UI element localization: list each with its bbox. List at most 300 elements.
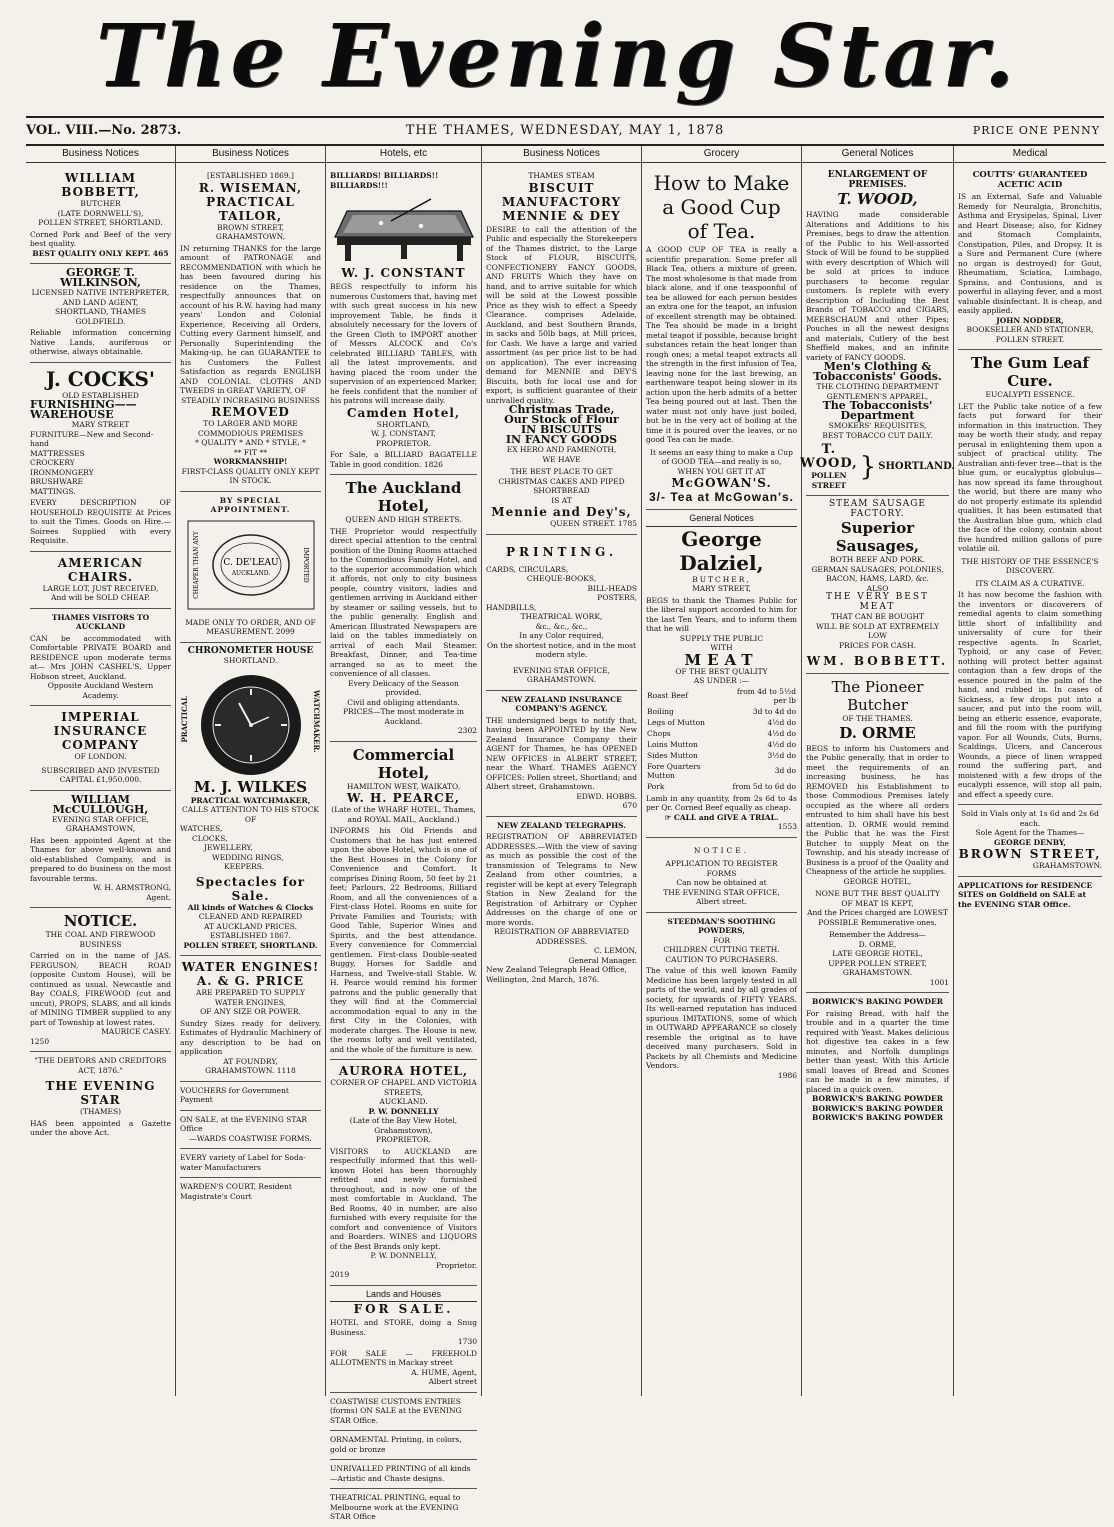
ad-line: CHEQUE-BOOKS, <box>526 574 597 583</box>
ad-nz-telegraphs <box>486 817 637 990</box>
ad-dalziel <box>646 510 797 838</box>
ad-price-engines <box>180 956 321 1082</box>
ad-thames-visitors <box>30 609 171 707</box>
ad-line: THAT CAN BE BOUGHT <box>830 612 925 621</box>
ad-line: Civil and obliging attendants. <box>347 697 460 707</box>
ad-line: Proprietor. <box>435 1260 477 1270</box>
ad-billiards <box>330 167 477 475</box>
ad-body: Reliable information concerning Native Lands, auriferous or otherwise, always obtainable. <box>30 328 171 356</box>
ad-line: HANDBILLS, <box>486 602 537 612</box>
ad-wardens-court <box>180 1178 321 1206</box>
side-label-right: WATCHMAKER. <box>312 689 321 753</box>
ad-denby <box>958 805 1102 877</box>
ad-line: ENLARGEMENT OF PREMISES. <box>827 170 928 190</box>
ad-gum-leaf-cure <box>958 350 1102 805</box>
ad-line: C. LEMON, <box>594 946 637 955</box>
ad-line: The Tobacconists' Department <box>822 399 933 422</box>
ad-title: BORWICK'S BAKING POWDER <box>812 997 943 1006</box>
ad-american-chairs <box>30 552 171 609</box>
ad-line: AT FOUNDRY, <box>223 1056 278 1066</box>
ad-line: MENNIE & DEY <box>502 208 621 223</box>
ad-line: MATTINGS. <box>30 486 76 496</box>
ad-line: GENTLEMEN'S APPAREL, <box>826 391 929 401</box>
ad-line: ESTABLISHED 1867. <box>209 931 292 940</box>
ad-body: For raising Bread, with half the trouble and in a quarter the time required with Yeast. Makes delicious hot digestive tea cakes in a few minutes, and Norfolk dumplings better than yeast. With this Article small loaves of Bread and Scones can be made in a few minutes, if placed in a quick oven. <box>806 1008 949 1094</box>
ad-body: IS an External, Safe and Valuable Remedy for Neuralgia, Bronchitis, Asthma and Erysipelas, Spinal, Liver and Heart Disease; also, for Kidney and Stomach Complaints, Constipation, Piles, and Dropsy. It is a Sure and Permanent Cure (where no organ is destroyed) for Gout, Rheumatism, Sciatica, Lumbago, Sprains, and Contusions, and is powerful in allaying fever, and a most valuable disinfectant. It is cheap, and easily applied. <box>958 192 1102 315</box>
ad-line: &c., &c., &c., <box>535 621 588 631</box>
ad-line: CAPITAL £1,950,000. <box>59 775 142 784</box>
ad-line: Camden Hotel, <box>346 405 461 420</box>
ad-body: LET the Public take notice of a few facts put forward for their information in this instruction. They may be worth their study, and repay perusal in enlightening them upon a subject of practical utility. The Australian anti-fever tree—that is the blue gum, or eucalyptus globulus—has now spread its fame throughout the world, but there are many who do not properly estimate its splendid qualities. It has been estimated that the Australian blue gum, which clad the face of the colony, contain about five hundred million gallons of pure volatile oil. <box>958 401 1102 553</box>
ad-line: Sold in Vials only at 1s 6d and 2s 6d each. <box>961 809 1099 828</box>
ad-body: BEGS to inform his Customers and the Public generally, that in order to meet the requirements of an increasing business, he has REMOVED his Establishment to those Commodious Premises lately occupied as the where all orders entrusted to him shall have his best attention. D. ORME would remind the Public that he was the First Butcher to supply Meat on the Township, and his steady increase of Business is a proof of the Quality and Cheapness of the article he supplies. <box>806 743 949 876</box>
ad-line: W. H. ARMSTRONG, <box>93 883 171 892</box>
ad-title: NOTICE. <box>63 912 138 930</box>
side-label-left: PRACTICAL <box>180 695 189 742</box>
column-3 <box>326 146 482 1521</box>
ad-line: FIRST-CLASS QUALITY ONLY KEPT IN STOCK. <box>181 466 320 485</box>
ad-body: IN returning THANKS for the large amount of PATRONAGE and RECOMMENDATION with which he has been favoured during his residence on the Thames, respectfully announces that on account of his R.W. having had many years' London and Colonial Experience, Receiving all Orders, Cutting every Garment himself, and Personally Superintending the Making-up, he can GUARANTEE to his Customers the Fullest Satisfaction as regards ENGLISH AND COLONIAL CLOTHS AND TWEEDS in GREAT VARIETY, OF <box>180 243 321 395</box>
ad-line: BACON, HAMS, LARD, &c. <box>826 574 929 583</box>
ad-line: POSSIBLE Remunerative ones. <box>818 917 937 927</box>
ad-debtors-act <box>30 1052 171 1143</box>
ad-body: HAVING made considerable Alterations and Additions to his Premises, begs to draw the attention of the Public to his Well-assorted Stock of Will be found to be supplied with every description of Which will be sold at prices to induce purchasers to become regular customers. Is replete with every description of Including the Best Brands of TOBACCO and CIGARS, MEERSCHAUM and other Pipes; Pouches in all the newest designs and materials, Cutlery of the best Sheffield makes, and an infinite variety of FANCY GOODS. <box>806 210 949 362</box>
meat-price: from 5d to 6d do <box>732 781 796 791</box>
ad-line: FOR <box>713 935 730 945</box>
ad-line: MADE ONLY TO ORDER, AND OF MEASUREMENT. 2099 <box>185 617 316 636</box>
ad-line: IS AT <box>551 495 572 505</box>
ad-line: EDWD. HOBBS. <box>576 791 637 801</box>
ad-line: AUCKLAND. <box>379 1097 428 1106</box>
ad-line: W. J. CONSTANT, <box>371 429 436 438</box>
ad-line: OF ANY SIZE OR POWER. <box>200 1007 301 1016</box>
ad-body: It has now become the fashion with the inventors or discoverers of remedial agents to claim something little short of infallibility and universality of cure for their respective agents. In Scarlet, Typhoid, or any case of Fever, nothing will protect better against contagion than a few drops of the essence poured in the palm of the hand, and rubbed in. In cases of Sickness, a few drops put into a saucer, and put into the room will, being an etheric essence, evaporate, and fill the room with the purifying vapor. For all Wounds, Cuts, Burns, Scaldings, Ulcers, and Cancerous Wounds, a piece of linen wrapped round the suffering part, and moistened with a few drops of the eucalypti essence, will stop all pain, and effect a speedy cure. <box>958 590 1102 799</box>
ad-line: McGOWAN'S. <box>671 476 772 490</box>
ad-line: BUTCHER, <box>692 574 751 584</box>
ad-line: QUEEN AND HIGH STREETS. <box>345 515 462 524</box>
ad-line: SHORTLAND, THAMES GOLDFIELD. <box>54 307 147 326</box>
ad-line: MAURICE CASEY. <box>101 1027 171 1036</box>
ad-title: NEW ZEALAND INSURANCE COMPANY'S AGENCY. <box>501 694 622 713</box>
column-5 <box>642 146 802 1396</box>
ad-line: PRACTICAL WATCHMAKER, <box>190 795 311 805</box>
column-heading: General Notices <box>802 146 953 163</box>
ad-line: THE HISTORY OF THE ESSENCE'S DISCOVERY. <box>961 556 1099 575</box>
ad-line: BRUSHWARE <box>30 477 84 486</box>
ad-line: Christmas Trade, <box>508 403 615 416</box>
ad-line: POLLEN STREET <box>811 471 847 490</box>
ad-line: GRAHAMSTOWN. <box>842 968 913 977</box>
ad-line: 2302 <box>457 726 477 735</box>
ad-body: CAN be accommodated with Comfortable PRIVATE BOARD and RESIDENCE upon moderate terms at— Mrs JOHN CASHEL'S, Upper Hobson street, Auckland. <box>30 633 171 681</box>
ad-line: (THAMES) <box>79 1107 122 1116</box>
call-line <box>646 813 797 823</box>
meat-row <box>646 781 797 792</box>
ad-deleau <box>180 492 321 643</box>
ad-line: WITH <box>710 643 733 652</box>
ad-line: WEDDING RINGS, <box>212 852 284 862</box>
ad-aurora-hotel <box>330 1060 477 1286</box>
ad-line: EX HERO AND FAMENOTH, <box>506 445 617 454</box>
ad-line: FURNISHING——WAREHOUSE <box>30 398 137 421</box>
ad-line: OF LONDON. <box>74 752 127 761</box>
stamp-place: AUCKLAND. <box>231 569 270 577</box>
meat-row <box>646 686 797 706</box>
ad-steedman <box>646 913 797 1086</box>
ad-line: D. ORME, <box>858 939 897 949</box>
ad-line: 1553 <box>777 822 797 831</box>
ad-line: UNRIVALLED PRINTING of all kinds —Artistic and Chaste designs. <box>330 1464 471 1483</box>
ad-line: GEORGE HOTEL, <box>843 876 912 886</box>
ad-line: WATCHES, <box>180 824 223 833</box>
ad-line: VOUCHERS for Government Payment <box>180 1085 289 1104</box>
ad-body: THE undersigned begs to notify that, having been APPOINTED by the New Zealand Insurance Company their AGENT for Thames, he has OPENED NEW OFFICES in ALBERT STREET, near the Wharf. THAMES AGENCY OFFICES: Pollen street, Shortland; and Albert street, Grahamstown. <box>486 715 637 791</box>
ad-line: THAMES STEAM <box>528 171 595 180</box>
ad-line: Can now be obtained at <box>676 878 767 887</box>
ad-line: THE COAL AND FIREWOOD BUSINESS <box>45 930 156 949</box>
stamp-side-left: CHEAPER THAN ANY <box>192 530 200 599</box>
ad-line: ITS CLAIM AS A CURATIVE. <box>975 578 1085 588</box>
ad-body: EVERY DESCRIPTION OF HOUSEHOLD REQUISITE At Prices to suit the Times. Goods on Hire.—Soirees Supplied with every Requisite. <box>30 498 171 545</box>
ad-line: IN FANCY GOODS <box>505 433 618 446</box>
ad-borwick <box>806 993 949 1128</box>
ad-line: 1001 <box>929 977 949 987</box>
ad-line: CLEANED AND REPAIRED <box>198 912 303 921</box>
ad-title: GEORGE DENBY, <box>994 837 1066 847</box>
billiard-table-illustration <box>331 193 477 263</box>
ad-mccullough <box>30 791 171 909</box>
ad-line: [ESTABLISHED 1869.] <box>207 171 294 180</box>
meat-price-table <box>646 686 797 792</box>
ad-line: REGISTRATION OF ABBREVIATED ADDRESSES. <box>493 927 630 946</box>
ad-line: CORNER OF CHAPEL AND VICTORIA STREETS, <box>330 1078 477 1097</box>
ad-imperial-insurance <box>30 706 171 791</box>
meat-cut: Chops <box>647 728 671 738</box>
meat-row <box>646 706 797 717</box>
ad-line: THE BEST PLACE TO GET CHRISTMAS CAKES AND PIPED SHORTBREAD <box>498 467 625 495</box>
ad-line: ON SALE, at the EVENING STAR Office <box>180 1114 308 1133</box>
ad-coastwise-forms <box>180 1111 321 1150</box>
ad-line: APPLICATIONS for RESIDENCE SITES on Goldfield on SALE at the EVENING STAR Office. <box>958 880 1093 909</box>
columns <box>26 146 1106 1521</box>
ad-line: ARE PREPARED TO SUPPLY <box>196 988 305 997</box>
meat-row <box>646 739 797 750</box>
ad-bobbett <box>30 167 171 264</box>
ad-line: LICENSED NATIVE INTERPRETER, <box>31 288 170 297</box>
ad-title: GEORGE T. WILKINSON, <box>60 266 141 289</box>
ad-body: DESIRE to call the attention of the Public and especially the Storekeepers of the Thames district, to the Large Stock of FLOUR, BISCUITS, CONFECTIONERY FANCY GOODS, AND FRUITS Which they have on hand, and to arrive suitable for which will be sold at the Lowest possible Price as they wish to effect a Speedy Clearance. comprises Adelaide, Auckland, and best Southern Brands, in sacks and 50lb bags, at Mill prices, for Cash. We have a large and varied assortment (as per price list to be had on application). The ever increasing demand for MENNIE and DEY'S Biscuits, both for local use and for export, is sufficient guarantee of their unrivalled quality. <box>486 224 637 405</box>
ad-line: CHILDREN CUTTING TEETH. <box>663 945 780 954</box>
meat-row <box>646 728 797 739</box>
ad-line: EVENING STAR OFFICE, <box>51 814 150 824</box>
ad-line: TO LARGER AND MORE COMMODIOUS PREMISES <box>198 419 303 438</box>
ad-line: BILL-HEADS <box>587 583 637 593</box>
ad-line: T. WOOD, <box>800 442 858 471</box>
ad-line: D. ORME <box>839 723 916 742</box>
ad-line: OF THE THAMES. <box>842 714 913 723</box>
ad-title: PRINTING. <box>505 544 618 559</box>
ad-body: Corned Pork and Beef of the very best quality. <box>30 229 171 248</box>
ad-line: WARDEN'S COURT, Resident Magistrate's Court <box>180 1182 292 1201</box>
stamp-side-right: IMPORTED <box>301 546 309 583</box>
ad-title: STEEDMAN'S SOOTHING POWDERS, <box>667 916 776 935</box>
ad-title: BISCUIT MANUFACTORY <box>501 180 622 209</box>
ad-line: And the Prices charged are LOWEST <box>807 908 948 917</box>
meat-price: 4½d do <box>767 728 796 738</box>
ad-line: PRICES FOR CASH. <box>839 640 916 650</box>
ad-line: P. W. DONNELLY, <box>370 1251 437 1260</box>
ad-line: BOOKSELLER AND STATIONER, <box>966 325 1094 334</box>
ad-body: The value of this well known Family Medicine has been largely tested in all parts of the world, and by all grades of society, for upwards of FIFTY YEARS. Its well-earned reputation has induced spurious IMITATIONS, some of which in OUTWARD APPEARANCE so closely resemble the original as to have deceived many purchasers. Sold in Packets by all Chemists and Medicine Vendors. <box>646 966 797 1070</box>
ad-line: WE HAVE <box>542 454 581 464</box>
ad-line: And will be SOLD CHEAP. <box>51 593 150 602</box>
ad-line: For Sale, a BILLIARD BAGATELLE Table in good condition. 1826 <box>330 450 477 469</box>
ad-line: OLD ESTABLISHED <box>62 390 139 400</box>
meat-cut: Pork <box>647 781 665 791</box>
ad-line: THE EVENING STAR <box>45 1079 156 1107</box>
ad-wilkes <box>180 643 321 957</box>
ad-line: PROPRIETOR. <box>375 438 432 448</box>
ad-line: OF MEAT IS KEPT, <box>841 898 914 908</box>
column-heading: Medical <box>954 146 1106 163</box>
ad-line: BEST QUALITY ONLY KEPT. 465 <box>32 248 169 258</box>
ad-line: All kinds of Watches & Clocks <box>187 902 314 912</box>
ad-title: The Gum Leaf Cure. <box>971 354 1089 390</box>
ad-line: EVERY variety of Label for Soda-water Manufacturers <box>180 1153 306 1172</box>
wood-address-block <box>800 442 955 490</box>
ad-body: REGISTRATION OF ABBREVIATED ADDRESSES.—With the view of saving as much as possible the cost of the transmission of Telegrams to New Zealand from other countries, a register will be kept at every Telegraph Station in New Zealand for the Registration of Arbitrary or Cypher Addresses on the charge of one or more words. <box>486 832 637 927</box>
ad-line: Every Delicacy of the Season provided. <box>348 678 459 697</box>
ad-title: WATER ENGINES! <box>181 960 320 974</box>
masthead <box>0 0 1114 148</box>
ad-line: CLOCKS, <box>192 833 228 843</box>
ad-residence-sites <box>958 877 1102 915</box>
ad-line: INSURANCE COMPANY <box>53 724 148 752</box>
ad-line: POLLEN STREET. <box>995 334 1065 344</box>
ad-line: Spectacles for Sale. <box>195 874 306 903</box>
ad-line: It seems an easy thing to make a Cup of GOOD TEA—and really is so, <box>650 447 793 466</box>
ad-theatrical-printing <box>330 1489 477 1527</box>
ad-line: KEEPERS. <box>224 862 264 871</box>
ad-line: POLLEN STREET, SHORTLAND. <box>38 218 163 227</box>
ad-line: (Late of the Bay View Hotel, Grahamstown), <box>349 1116 458 1135</box>
ad-line: POSTERS, <box>597 593 637 602</box>
meat-price: 4½d do <box>767 717 796 727</box>
place-date: THE THAMES, WEDNESDAY, MAY 1, 1878 <box>405 123 725 138</box>
ad-line: GRAHAMSTOWN, <box>215 232 286 241</box>
meat-price: 4½d do <box>767 739 796 749</box>
ad-line: ORNAMENTAL Printing, in colors, gold or bronze <box>330 1435 462 1454</box>
ad-line: BORWICK'S BAKING POWDER <box>812 1094 943 1103</box>
ad-line: (LATE DORNWELL'S), <box>57 208 144 218</box>
column-heading: Grocery <box>642 146 801 163</box>
ad-line: APPLICATION TO REGISTER <box>665 859 778 868</box>
ad-title: T. WOOD, <box>837 190 918 208</box>
ad-line: THE CLOTHING DEPARTMENT <box>816 382 939 391</box>
ad-title: THAMES VISITORS TO AUCKLAND <box>51 612 150 631</box>
ad-title: STEAM SAUSAGE FACTORY. <box>829 499 926 519</box>
meat-price: 3½d do <box>767 750 796 760</box>
column-6 <box>802 146 954 1396</box>
ad-nz-insurance <box>486 691 637 817</box>
ad-line: JOHN NODDER, <box>996 315 1064 325</box>
ad-line: ** FIT ** <box>234 447 267 457</box>
ad-line: Opposite Auckland Western Academy. <box>47 681 154 700</box>
meat-row <box>646 761 797 781</box>
ad-line: HOTEL and STORE, doing a Snug Business. <box>330 1318 477 1337</box>
ad-wiseman <box>180 167 321 492</box>
ad-title: The Auckland Hotel, <box>345 479 462 515</box>
ad-line: GRAHAMSTOWN. <box>526 675 597 684</box>
ad-labels <box>180 1149 321 1178</box>
ad-line: (Late of the WHARF HOTEL, Thames, and ROYAL MAIL, Auckland.) <box>331 805 476 824</box>
ad-line: SHORTLAND. <box>878 460 955 472</box>
ad-line: FORMS <box>706 868 737 878</box>
ad-title: NOTICE. <box>693 845 750 855</box>
ad-line: GRAHAMSTOWN. 1118 <box>205 1066 296 1075</box>
ad-title: How to Make <box>653 171 790 195</box>
ad-line: STEADILY INCREASING BUSINESS <box>181 395 320 405</box>
ad-vouchers <box>180 1082 321 1111</box>
ad-line: THE VERY BEST MEAT <box>825 592 929 612</box>
column-heading: Business Notices <box>482 146 641 163</box>
ad-line: SHORTLAND, <box>376 419 431 429</box>
ad-line: CALL and GIVE A TRIAL. <box>673 812 779 822</box>
ad-line: BEST TOBACCO CUT DAILY. <box>822 430 933 440</box>
ad-line: WM. BOBBETT. <box>806 654 949 668</box>
ad-line: GRAHAMSTOWN, <box>65 824 136 833</box>
meat-cut: Sides Mutton <box>647 750 698 760</box>
ad-line: CALLS ATTENTION TO HIS STOCK OF <box>181 805 320 824</box>
ad-line: IN BISCUITS <box>520 423 603 436</box>
brace-icon: } <box>859 451 877 482</box>
ad-line: WATER ENGINES, <box>214 997 287 1007</box>
ad-line: 1730 <box>457 1337 477 1346</box>
ad-line: of Tea. <box>687 219 756 243</box>
ad-line: —WARDS COASTWISE FORMS. <box>189 1133 312 1143</box>
ad-title: FOR SALE. <box>353 1302 454 1316</box>
ad-line: UPPER POLLEN STREET, <box>828 958 927 968</box>
ad-unrivalled-printing <box>330 1460 477 1489</box>
ad-body: VISITORS to AUCKLAND are respectfully informed that this well-known Hotel has been thoroughly refitted and newly furnished throughout, and is now one of the most comfortable in Auckland. The Bed Rooms, 40 in number, are also furnished with every requisite for the comfort and convenience of Visitors and Boarders. WINES and LIQUORS of the Best Brands only kept. <box>330 1146 477 1251</box>
ad-line: ALSO <box>866 583 889 593</box>
ad-line: AS UNDER :— <box>693 676 750 685</box>
pointing-hand-icon: ☞ <box>664 812 674 822</box>
ad-line: PRICES—The most moderate in Auckland. <box>342 707 465 726</box>
ad-title: M. J. WILKES <box>193 777 308 796</box>
ad-title: WILLIAM McCULLOUGH, <box>52 792 149 816</box>
column-1 <box>26 146 176 1396</box>
ad-line: BOTH BEEF AND PORK. <box>830 555 925 564</box>
dateline <box>26 116 1104 146</box>
ad-line: W. H. PEARCE, <box>347 791 460 805</box>
column-heading: Business Notices <box>176 146 325 163</box>
meat-price: from 4d to 5½d per lb <box>736 686 796 705</box>
ad-line: SMOKERS' REQUISITES, <box>828 421 927 430</box>
ad-line: MARY STREET <box>71 420 130 429</box>
ad-line: AT AUCKLAND PRICES. <box>204 921 297 931</box>
stamp-name: C. DE'LEAU <box>222 557 279 568</box>
ad-line: FOR SALE — FREEHOLD ALLOTMENTS in Mackay street <box>330 1348 477 1367</box>
ad-line: SHORTLAND. <box>223 656 278 665</box>
section-heading: General Notices <box>646 514 797 527</box>
ad-line: FURNITURE—New and Second-hand <box>30 429 154 448</box>
ad-line: WHEN YOU GET IT AT <box>677 466 766 476</box>
ad-line: Agent. <box>146 892 171 902</box>
ad-title: BY SPECIAL APPOINTMENT. <box>210 495 291 514</box>
ad-title: Commercial Hotel, <box>352 745 455 782</box>
ad-title: NEW ZEALAND TELEGRAPHS. <box>497 820 626 830</box>
ad-body: Has been appointed Agent at the Thames for above well-known and old-established Company, and is prepared to do business on the most favourable terms. <box>30 835 171 883</box>
ad-body: A GOOD CUP OF TEA is really a scientific preparation. Some prefer all Black Tea, others a mixture of green. The most wholesome is that made from black alone, and if one teaspoonful of tea be allowed for each person besides an extra one for the teapot, an infusion of excellent strength may be obtained. The Tea should be made in a bright metal teapot if possible, because bright substances retain the heat longer than rough ones; a metal teapot extracts all the strength in the first infusion of Tea, leaving none for the last brewing, an earthenware teapot being slower in its action upon the herb admits of a better Tea being poured out at last. Then the water must not only have just boiled, but be in the very act of boiling at the time it is poured over the leaves, or no good Tea can be made. <box>646 245 797 444</box>
ad-line: CROCKERY <box>30 458 75 467</box>
ad-line: CAUTION TO PURCHASERS. <box>665 954 778 964</box>
ad-body: Sundry Sizes ready for delivery. Estimates of Hydraulic Machinery of any description to be had on application <box>180 1018 321 1056</box>
ad-line: LARGE LOT, JUST RECEIVED, <box>42 583 159 593</box>
ad-coutts <box>958 167 1102 350</box>
ad-line: IRONMONGERY <box>30 467 94 477</box>
ad-line: NONE BUT THE BEST QUALITY <box>815 889 940 898</box>
ad-line: MEAT <box>684 650 759 669</box>
ad-line: WILL BE SOLD AT EXTREMELY LOW <box>816 621 939 640</box>
ad-line: BORWICK'S BAKING POWDER <box>812 1103 943 1113</box>
ad-line: 2019 <box>330 1270 350 1279</box>
ad-title: AMERICAN CHAIRS. <box>57 555 144 584</box>
ad-line: MARY STREET, <box>692 584 751 593</box>
ad-body: BEGS respectfully to inform his numerous Customers that, having met with such great success in his new improvement Table, he finds it absolutely necessary for the lovers of the Green Cloth to IMPORT another of Messrs ALCOCK and Co's celebrated BILLIARD TABLES, with all the latest improvements, and having placed the room under the supervision of an experienced Marker, he feels confident that the number of his patrons will increase daily. <box>330 282 477 405</box>
ad-line: EUCALYPTI ESSENCE. <box>985 390 1075 399</box>
meat-cut: Fore Quarters Mutton <box>647 761 701 780</box>
newspaper-title: The Evening Star. <box>95 6 1019 107</box>
section-heading: Lands and Houses <box>330 1290 477 1303</box>
ad-line: WORKMANSHIP! <box>213 457 288 466</box>
ad-line: Mennie and Dey's, <box>491 505 632 519</box>
ad-line: a Good Cup <box>662 195 781 219</box>
ad-register-forms <box>646 838 797 913</box>
ad-orme <box>806 674 949 993</box>
ad-line: BORWICK'S BAKING POWDER <box>812 1113 943 1122</box>
ad-line: Superior Sausages, <box>835 519 920 555</box>
ad-title: CHRONOMETER HOUSE <box>187 645 314 656</box>
column-7 <box>954 146 1106 1396</box>
meat-price: 3d to 4d do <box>752 706 796 716</box>
meat-cut: Roast Beef <box>647 691 689 700</box>
ad-line: Albert street <box>428 1377 477 1386</box>
ad-printing <box>486 535 637 691</box>
ad-line: EVENING STAR OFFICE, <box>512 665 611 675</box>
ad-line: THE EVENING STAR OFFICE, <box>663 887 780 897</box>
ad-wilkinson <box>30 264 171 363</box>
ad-line: 3/- Tea at McGowan's. <box>649 490 794 504</box>
ad-line: 1250 <box>30 1036 50 1046</box>
ad-body: BEGS to thank the Thames Public for the liberal support accorded to him for the last Ten Years, and to inform them that he will <box>646 595 797 633</box>
ad-line: MATTRESSES <box>30 448 85 458</box>
ad-line: PRACTICAL TAILOR, <box>206 194 295 223</box>
ad-cocks <box>30 363 171 552</box>
meat-cut: Legs of Mutton <box>647 717 706 727</box>
ad-title: COUTTS' GUARANTEED ACETIC ACID <box>972 170 1088 190</box>
ad-line: On the shortest notice, and in the most modern style. <box>487 640 636 659</box>
ad-lands-houses <box>330 1286 477 1393</box>
ad-line: GRAHAMSTOWN. <box>1032 861 1102 870</box>
ad-line: SUBSCRIBED AND INVESTED <box>41 765 160 775</box>
ad-line: REMOVED <box>211 405 290 419</box>
ad-line: THEATRICAL WORK, <box>520 612 603 621</box>
ad-line: Men's Clothing & Tobacconists' Goods. <box>813 360 942 383</box>
meat-price: 3d do <box>774 766 796 775</box>
stamp-seal-illustration <box>186 519 316 611</box>
meat-cut: Boiling <box>647 706 674 716</box>
